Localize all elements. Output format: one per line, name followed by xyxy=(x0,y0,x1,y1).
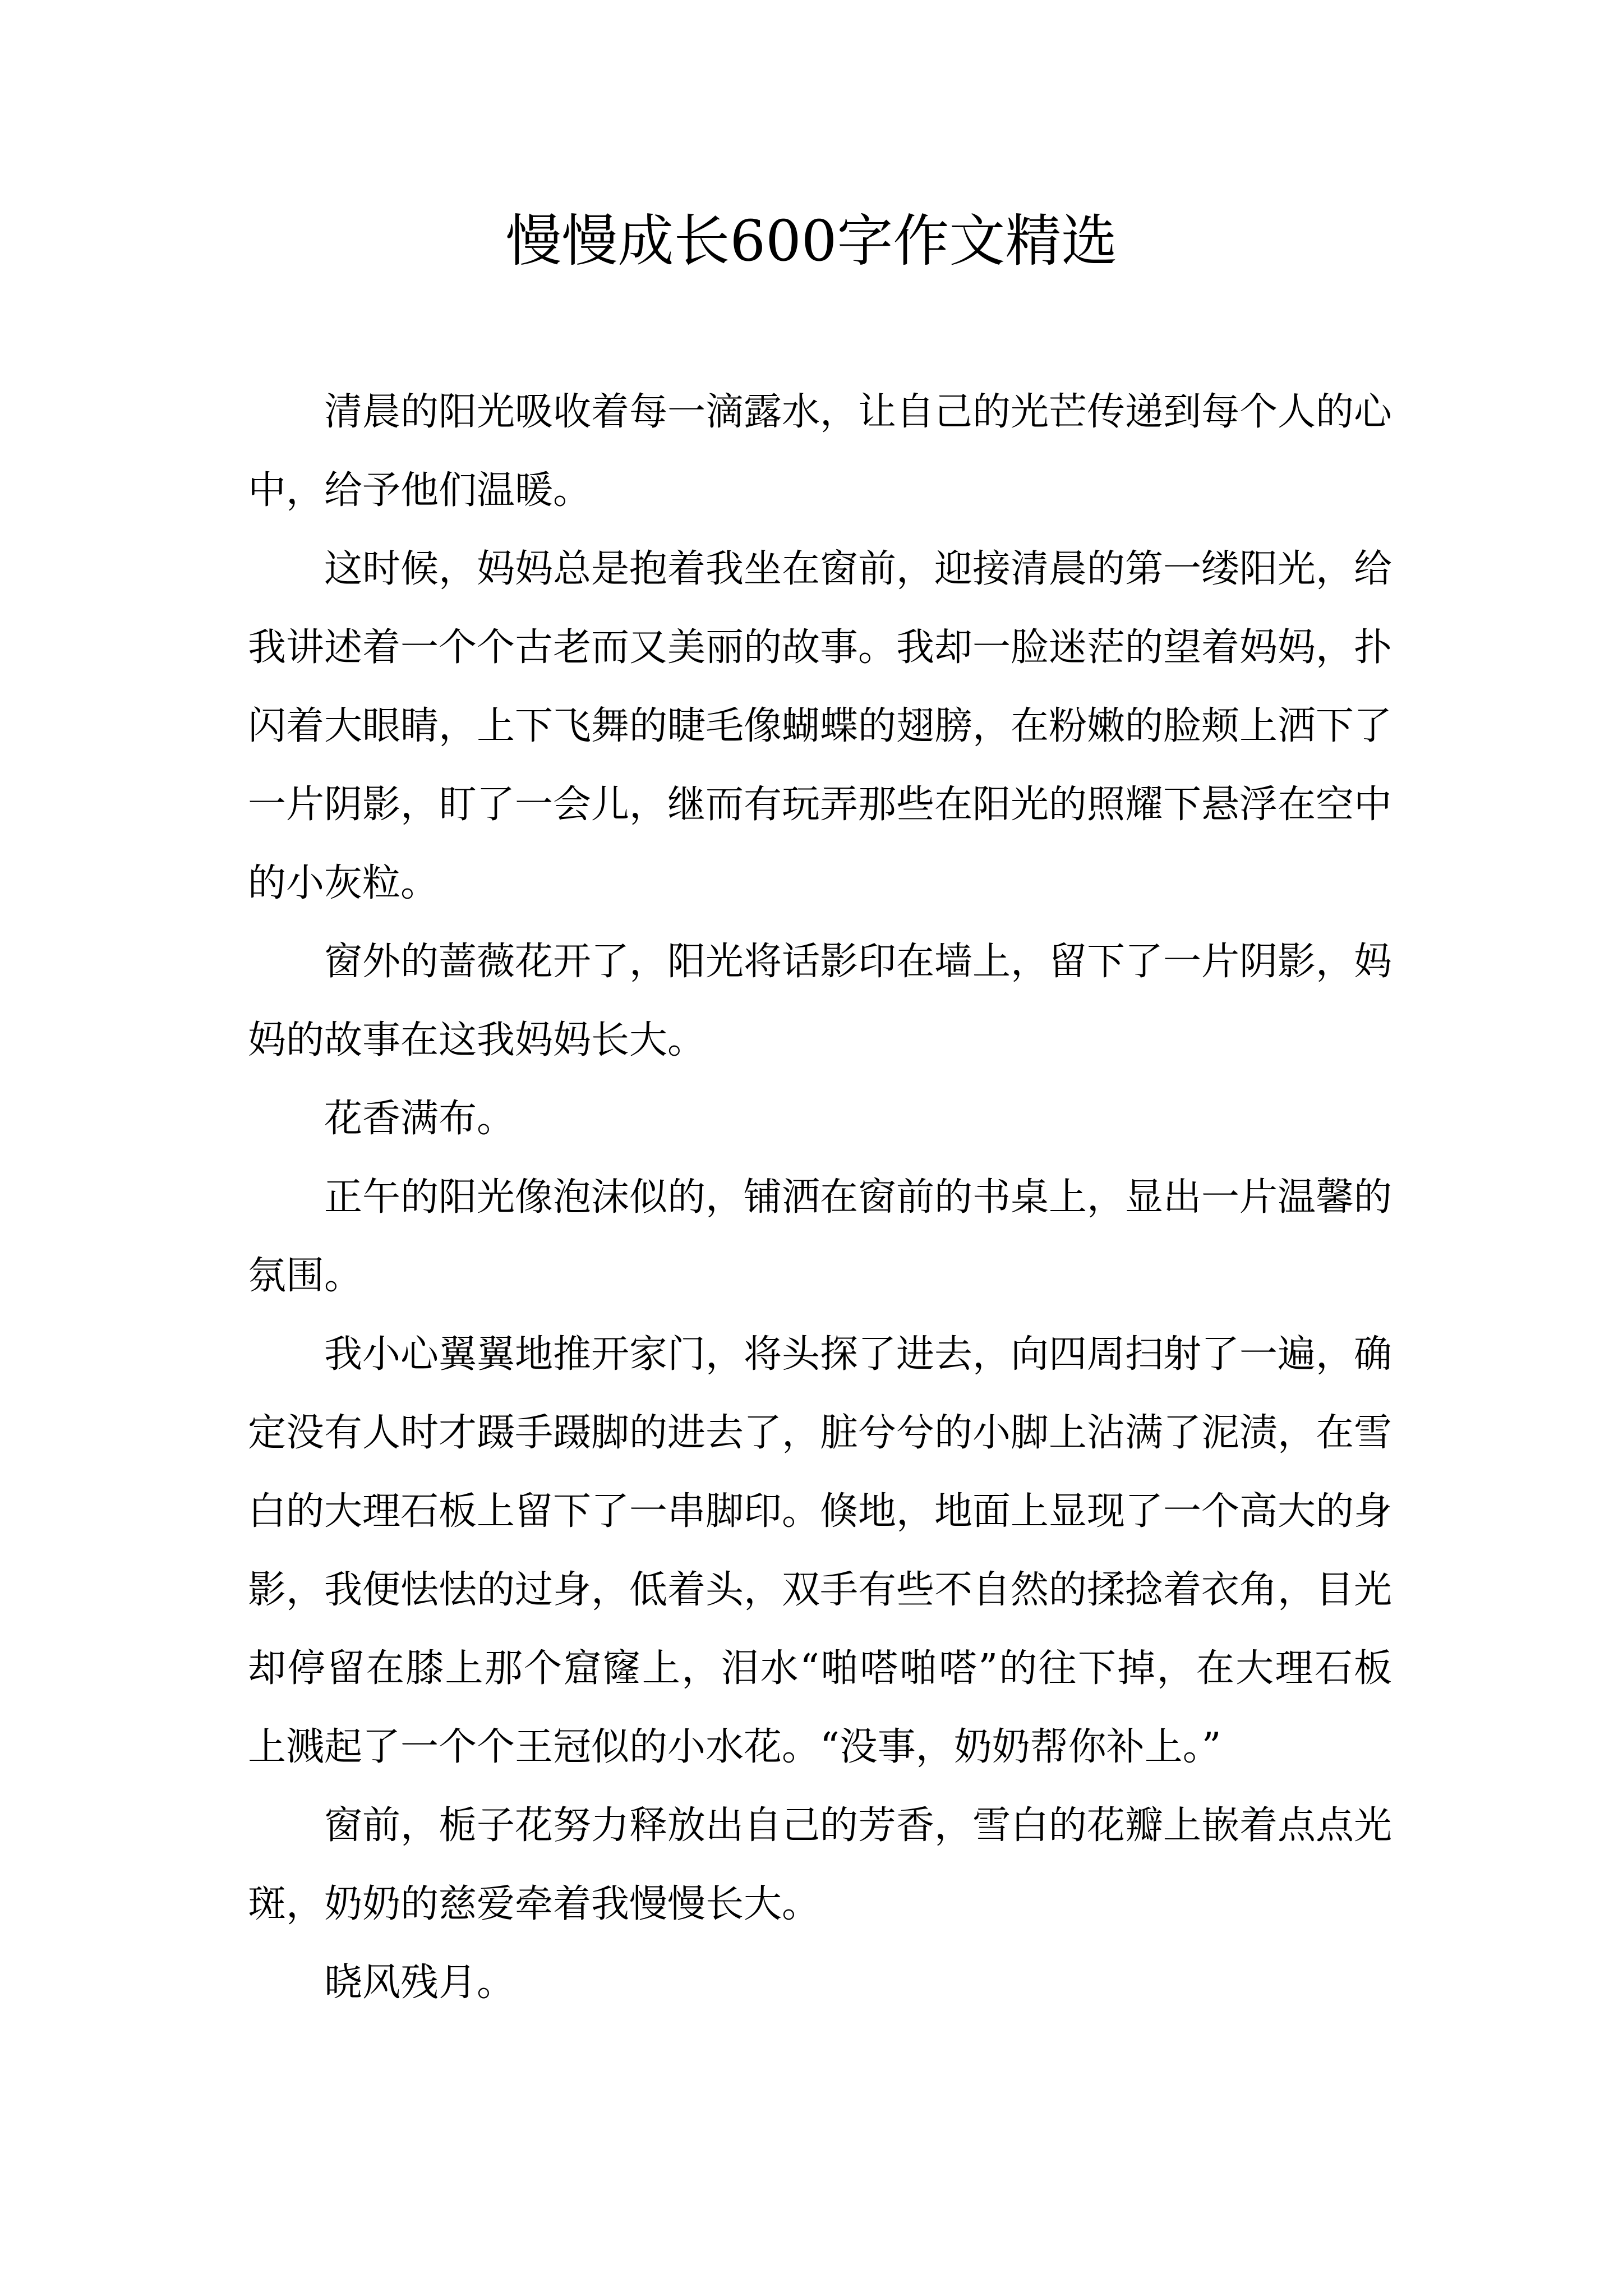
paragraph: 清晨的阳光吸收着每一滴露水，让自己的光芒传递到每个人的心中，给予他们温暖。 xyxy=(248,390,1393,513)
document-title: 慢慢成长600字作文精选 xyxy=(505,208,1118,274)
paragraph: 窗前，栀子花努力释放出自己的芳香，雪白的花瓣上嵌着点点光斑，奶奶的慈爱牵着我慢慢长大。 xyxy=(248,1803,1393,1926)
paragraph: 正午的阳光像泡沫似的，铺洒在窗前的书桌上，显出一片温馨的氛围。 xyxy=(248,1175,1393,1298)
paragraph: 这时候，妈妈总是抱着我坐在窗前，迎接清晨的第一缕阳光，给我讲述着一个个古老而又美丽的故事。我却一脸迷茫的望着妈妈，扑闪着大眼睛，上下飞舞的睫毛像蝴蝶的翅膀，在粉嫩的脸颊上洒下了一片阴影，盯了一会儿，继而有玩弄那些在阳光的照耀下悬浮在空中的小灰粒。 xyxy=(248,547,1393,905)
paragraph: 我小心翼翼地推开家门，将头探了进去，向四周扫射了一遍，确定没有人时才蹑手蹑脚的进去了，脏兮兮的小脚上沾满了泥渍，在雪白的大理石板上留下了一串脚印。倏地，地面上显现了一个高大的身影，我便怯怯的过身，低着头，双手有些不自然的揉捻着衣角，目光却停留在膝上那个窟窿上，泪水“啪嗒啪嗒”的往下掉，在大理石板上溅起了一个个王冠似的小水花。“没事，奶奶帮你补上。” xyxy=(248,1332,1393,1769)
paragraph: 窗外的蔷薇花开了，阳光将话影印在墙上，留下了一片阴影，妈妈的故事在这我妈妈长大。 xyxy=(248,940,1393,1062)
document-body xyxy=(248,373,1392,2022)
paragraph: 晓风残月。 xyxy=(324,1961,515,2005)
paragraph: 花香满布。 xyxy=(324,1097,515,1141)
